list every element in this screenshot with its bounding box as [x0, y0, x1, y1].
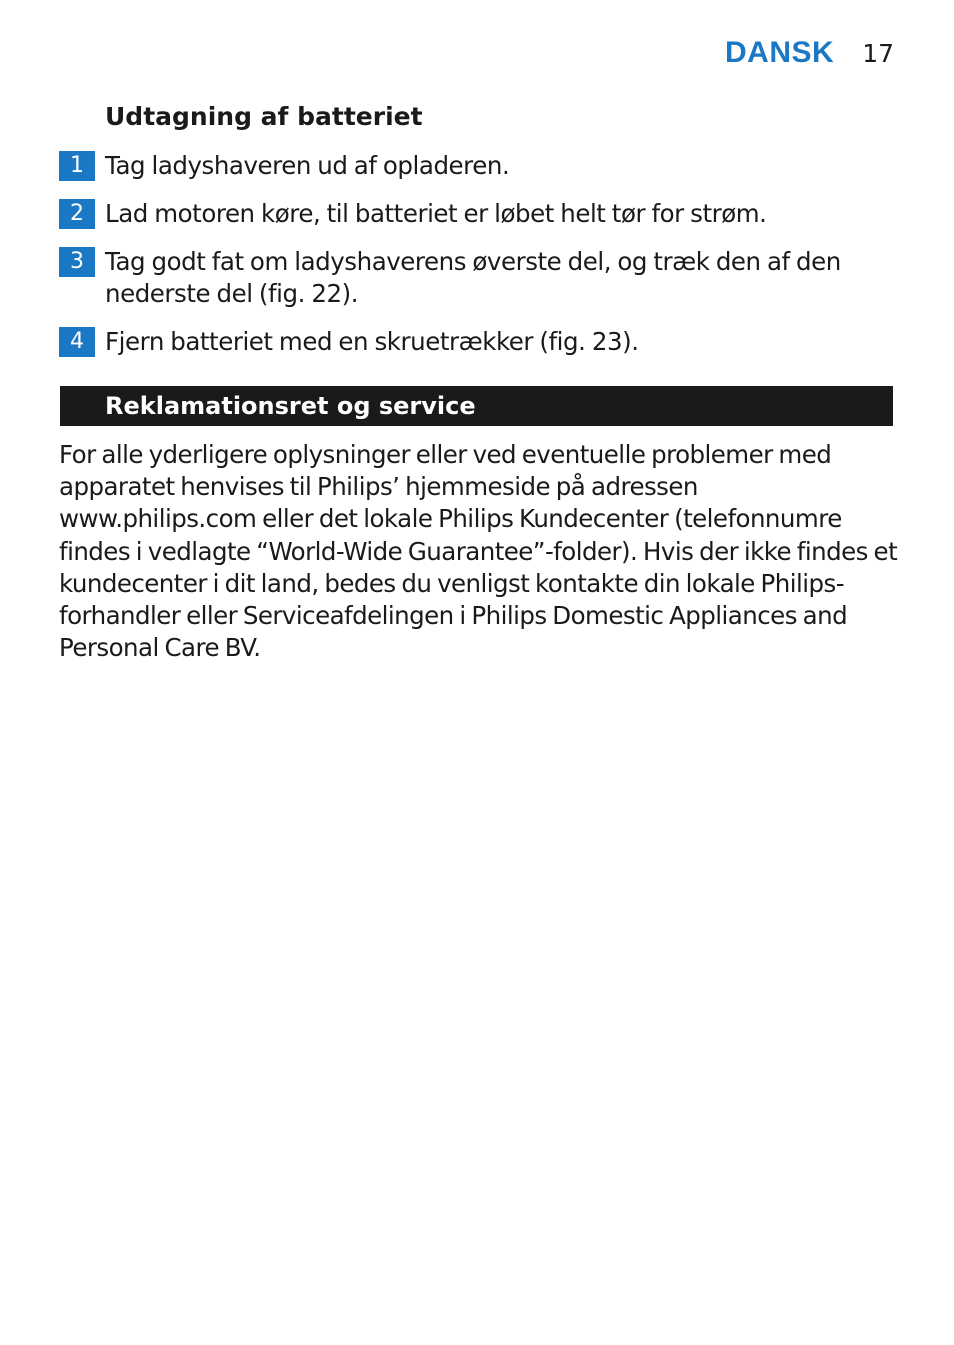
- step-item: [59, 326, 894, 358]
- page-header: [725, 36, 894, 70]
- step-text: Fjern batteriet med en skruetrækker (fig. 23).: [105, 327, 639, 356]
- step-number-badge: 3: [59, 247, 95, 277]
- service-paragraph: [59, 439, 899, 664]
- step-text: Tag godt fat om ladyshaverens øverste del, og træk den af den nederste del (fig. 22).: [105, 247, 841, 308]
- step-item: [59, 198, 894, 230]
- page-number: 17: [862, 39, 894, 68]
- battery-removal-steps: [59, 150, 894, 374]
- step-text: Tag ladyshaveren ud af opladeren.: [105, 151, 510, 180]
- language-label: DANSK: [725, 36, 835, 69]
- step-number-badge: 4: [59, 327, 95, 357]
- service-section-title: Reklamationsret og service: [105, 392, 476, 420]
- service-paragraph-part1: For alle yderligere oplysninger eller ved eventuelle problemer med apparatet henvises til Philips’ hjemmeside på adressen: [59, 440, 832, 502]
- step-number-badge: 2: [59, 199, 95, 229]
- step-number-badge: 1: [59, 151, 95, 181]
- step-text: Lad motoren køre, til batteriet er løbet helt tør for strøm.: [105, 199, 767, 228]
- battery-removal-heading: Udtagning af batteriet: [105, 102, 423, 131]
- step-item: [59, 246, 894, 310]
- step-item: [59, 150, 894, 182]
- philips-website-link[interactable]: www.philips.com: [59, 504, 257, 534]
- service-paragraph-part2: eller det lokale Philips Kundecenter (telefonnumre findes i vedlagte “World-Wide Guarantee”-folder). Hvis der ikke findes et kundecenter i dit land, bedes du venligst kontakte din lokale Philips-forhandler eller Serviceafdelingen i Philips Domestic Appliances and Personal Care BV.: [59, 504, 898, 663]
- service-section-bar: [60, 386, 893, 426]
